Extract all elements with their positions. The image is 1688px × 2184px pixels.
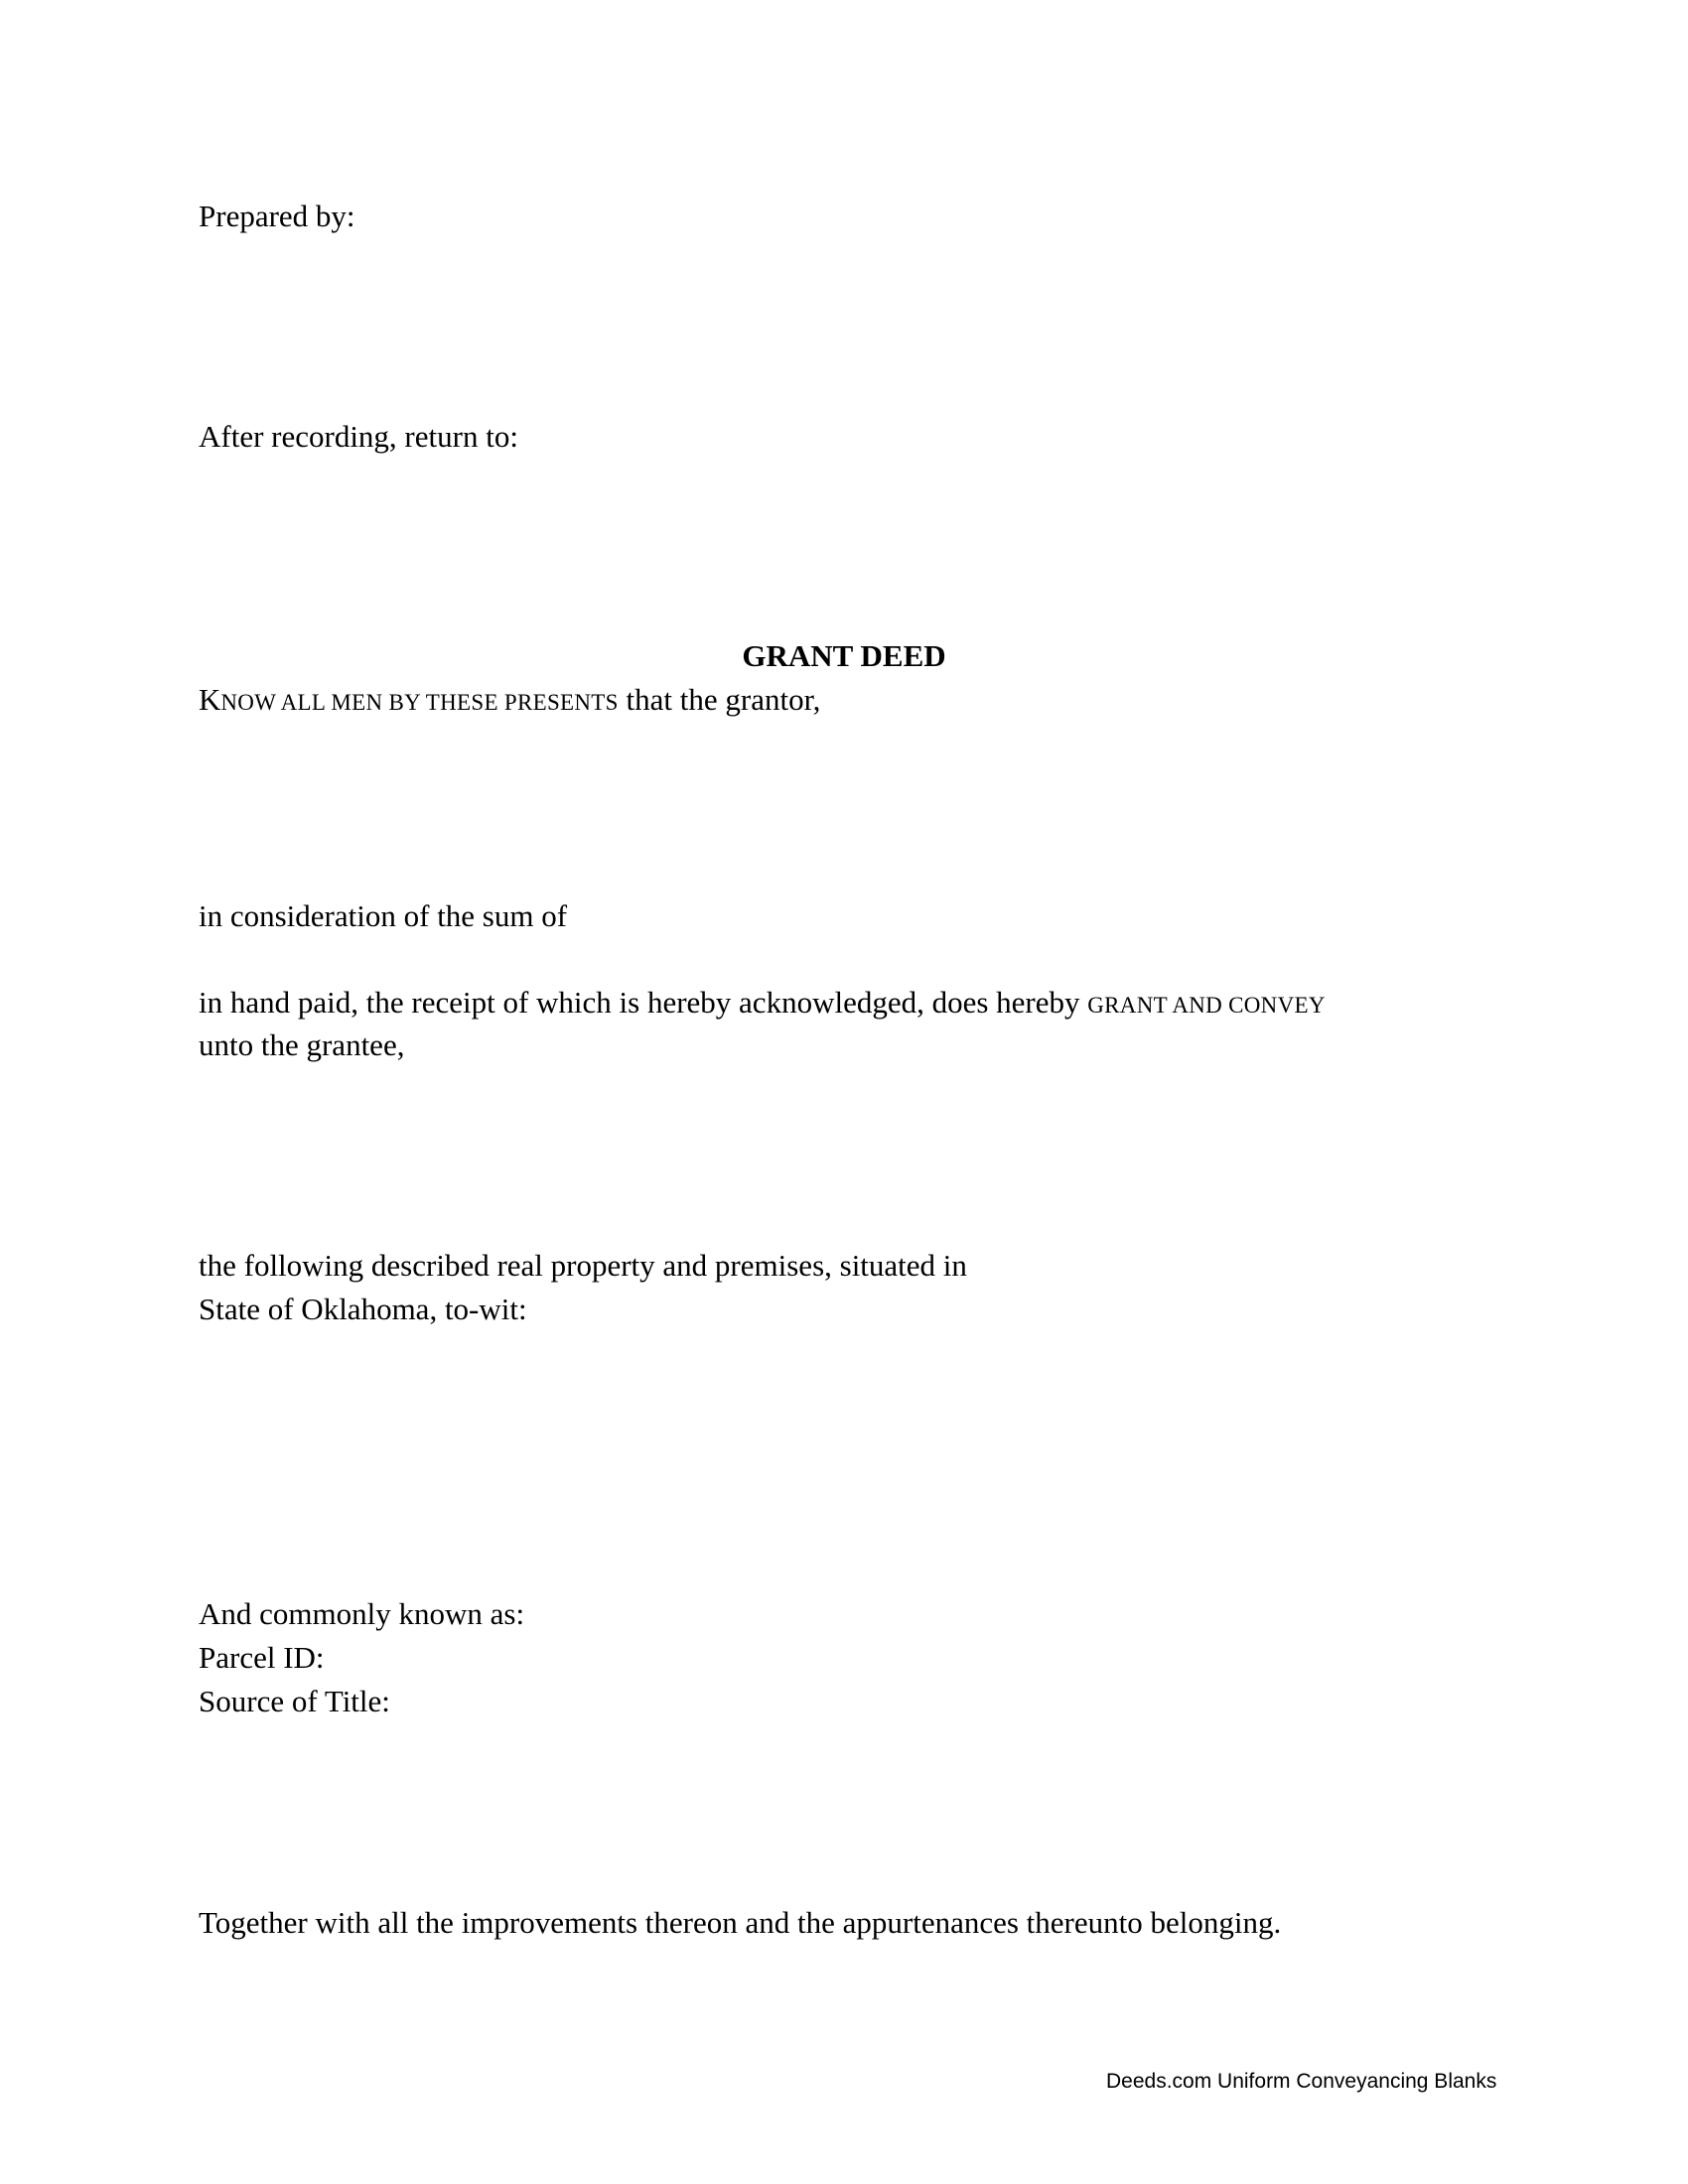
document-title: GRANT DEED	[742, 638, 946, 673]
known-as-label: And commonly known as:	[199, 1596, 525, 1631]
consideration-line: in consideration of the sum of	[199, 898, 568, 933]
improvements-clause: Together with all the improvements thereon and the appurtenances thereunto belonging.	[199, 1905, 1282, 1940]
return-to-label: After recording, return to:	[199, 419, 518, 454]
grantor-intro	[199, 680, 820, 723]
parcel-id-label: Parcel ID:	[199, 1640, 325, 1675]
intro-rest: that the grantor,	[618, 682, 821, 717]
footer-text: Deeds.com Uniform Conveyancing Blanks	[1106, 2070, 1497, 2093]
property-line-2: State of Oklahoma, to-wit:	[199, 1292, 527, 1326]
source-of-title-label: Source of Title:	[199, 1684, 390, 1718]
intro-smallcaps: NOW ALL MEN BY THESE PRESENTS	[220, 690, 619, 715]
grant-line	[199, 983, 1326, 1025]
prepared-by-label: Prepared by:	[199, 199, 355, 233]
property-line-1: the following described real property and premises, situated in	[199, 1248, 967, 1283]
grant-convey-smallcaps: GRANT AND CONVEY	[1087, 993, 1326, 1018]
grantee-line: unto the grantee,	[199, 1027, 405, 1062]
intro-initial: K	[199, 682, 221, 717]
grant-line-text: in hand paid, the receipt of which is hereby acknowledged, does hereby	[199, 985, 1088, 1020]
